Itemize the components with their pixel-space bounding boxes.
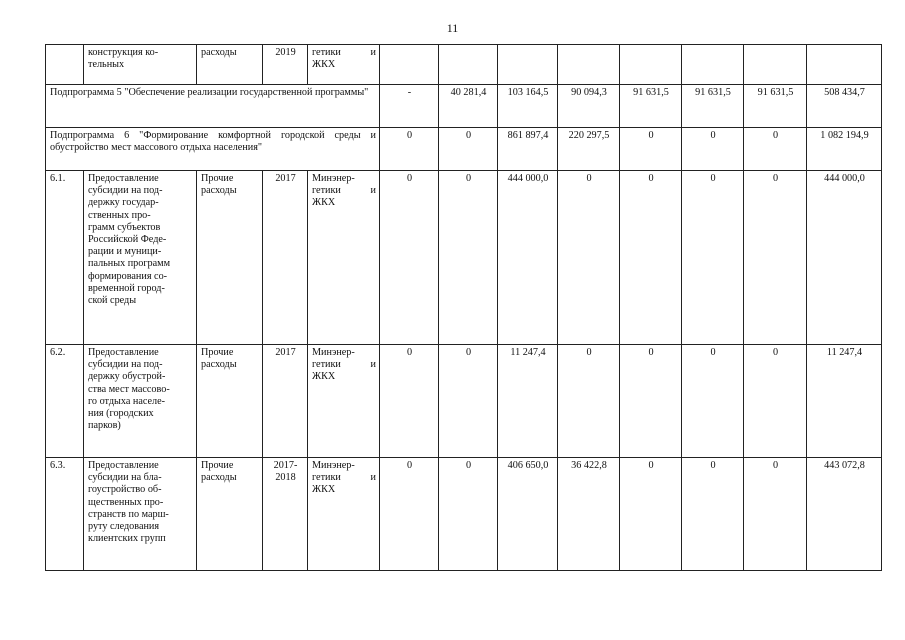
description-line: ственных про- [88,209,151,221]
description-cell [84,45,197,85]
expense-type-line: Прочие [201,173,234,184]
description-line: Предоставление [88,460,159,471]
value-cell [558,45,620,85]
subprogram-title: Подпрограмма 6 "Формирование комфортной городской среды и обустройство мест массового отдыха населения" [46,128,380,171]
value-cell: 444 000,0 [807,171,882,345]
value-cell: 444 000,0 [498,171,558,345]
executor-cell [308,171,380,345]
description-line: субсидии на под- [88,185,163,197]
expense-type-cell [197,458,263,571]
executor-line: Минэнер- [312,460,355,471]
value-cell: 103 164,5 [498,85,558,128]
subprogram-row [46,85,882,128]
description-line: гоустройство об- [88,484,162,496]
row-number-cell: 6.3. [46,458,84,571]
value-cell: 0 [380,458,439,571]
executor-line: гетики и [312,359,376,371]
value-cell: 861 897,4 [498,128,558,171]
value-cell: 91 631,5 [620,85,682,128]
value-cell: 0 [620,458,682,571]
executor-cell [308,458,380,571]
description-line: рации и муници- [88,246,162,258]
value-cell: 0 [744,171,807,345]
description-line: го отдыха населе- [88,395,166,407]
value-cell: 91 631,5 [744,85,807,128]
description-line: формирования со- [88,270,168,282]
value-cell: 36 422,8 [558,458,620,571]
expense-type-line: расходы [201,472,237,484]
executor-line: ЖКХ [312,197,336,209]
executor-line: гетики и [312,47,376,58]
value-cell [439,45,498,85]
value-cell: 0 [439,458,498,571]
value-cell: 11 247,4 [498,345,558,458]
value-cell [744,45,807,85]
value-cell: 1 082 194,9 [807,128,882,171]
value-cell: 0 [744,345,807,458]
value-cell: 508 434,7 [807,85,882,128]
description-line: держку государ- [88,197,159,209]
value-cell: 91 631,5 [682,85,744,128]
value-cell: 0 [682,171,744,345]
executor-line: гетики и [312,185,376,197]
value-cell: 0 [682,345,744,458]
value-cell: - [380,85,439,128]
value-cell: 406 650,0 [498,458,558,571]
description-line: парков) [88,420,121,432]
value-cell: 220 297,5 [558,128,620,171]
description-line: субсидии на бла- [88,472,162,484]
value-cell: 0 [380,345,439,458]
executor-cell [308,345,380,458]
description-line: Предоставление [88,347,159,358]
value-cell: 0 [620,345,682,458]
description-cell [84,345,197,458]
value-cell: 0 [558,171,620,345]
description-line: пальных программ [88,258,171,270]
description-line: ния (городских [88,408,154,420]
value-cell: 0 [380,171,439,345]
value-cell [620,45,682,85]
value-cell: 40 281,4 [439,85,498,128]
table-row [46,45,882,85]
value-cell: 0 [439,128,498,171]
description-line: Российской Феде- [88,234,167,246]
value-cell [807,45,882,85]
expense-type-line: расходы [201,185,237,197]
description-line: клиентских групп [88,533,166,545]
subprogram-title: Подпрограмма 5 "Обеспечение реализации государственной программы" [46,85,380,128]
description-line: субсидии на под- [88,359,163,371]
description-line: ства мест массово- [88,383,170,395]
executor-line: ЖКХ [312,59,336,71]
executor-line: гетики и [312,472,376,484]
value-cell: 0 [682,128,744,171]
description-line: Предоставление [88,173,159,184]
budget-table [45,44,882,571]
expense-type-cell: расходы [197,45,263,85]
executor-line: Минэнер- [312,347,355,358]
executor-line: ЖКХ [312,371,336,383]
value-cell [498,45,558,85]
year-cell: 2017-2018 [263,458,308,571]
value-cell: 0 [439,171,498,345]
description-line: конструкция ко- [88,47,159,58]
description-line: странств по марш- [88,508,169,520]
subprogram-row [46,128,882,171]
value-cell [380,45,439,85]
value-cell: 0 [439,345,498,458]
year-cell: 2017 [263,345,308,458]
page-number: 11 [446,21,459,35]
value-cell: 0 [620,171,682,345]
value-cell: 0 [744,458,807,571]
year-cell: 2017 [263,171,308,345]
description-line: ской среды [88,295,137,307]
description-cell [84,171,197,345]
executor-cell [308,45,380,85]
description-line: тельных [88,59,125,71]
description-line: щественных про- [88,496,164,508]
value-cell: 0 [682,458,744,571]
expense-type-cell [197,171,263,345]
value-cell: 11 247,4 [807,345,882,458]
value-cell: 90 094,3 [558,85,620,128]
year-cell: 2019 [263,45,308,85]
value-cell: 0 [744,128,807,171]
expense-type-line: Прочие [201,460,234,471]
table-row [46,171,882,345]
value-cell: 0 [380,128,439,171]
description-line: держку обустрой- [88,371,166,383]
row-number-cell: 6.1. [46,171,84,345]
value-cell: 0 [558,345,620,458]
row-number-cell [46,45,84,85]
description-cell [84,458,197,571]
description-line: грамм субъектов [88,221,161,233]
expense-type-line: Прочие [201,347,234,358]
value-cell [682,45,744,85]
executor-line: Минэнер- [312,173,355,184]
value-cell: 443 072,8 [807,458,882,571]
row-number-cell: 6.2. [46,345,84,458]
executor-line: ЖКХ [312,484,336,496]
expense-type-line: расходы [201,359,237,371]
value-cell: 0 [620,128,682,171]
expense-type-cell [197,345,263,458]
description-line: руту следования [88,521,160,533]
table-row [46,345,882,458]
table-row [46,458,882,571]
description-line: временной город- [88,282,165,294]
